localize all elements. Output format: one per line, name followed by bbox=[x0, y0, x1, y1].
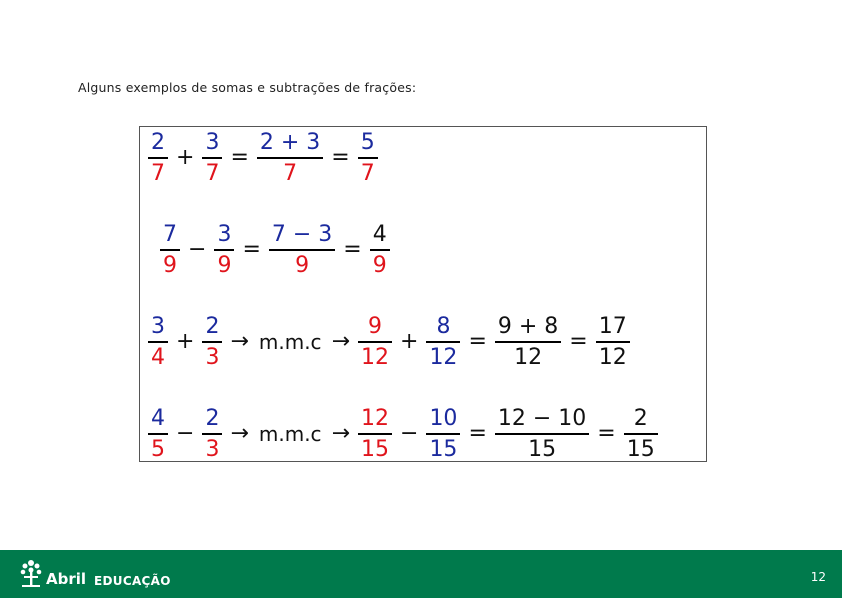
fraction: $\frac{2}{3}$ bbox=[202, 315, 222, 369]
minus-sign: − bbox=[188, 237, 207, 263]
abril-educacao-logo bbox=[20, 558, 171, 588]
fraction: $\frac{12 - 10}{15}$ bbox=[495, 407, 589, 461]
fraction: $\frac{2 + 3}{7}$ bbox=[257, 131, 323, 185]
fraction: $\frac{3}{7}$ bbox=[202, 131, 222, 185]
fraction: $\frac{7 - 3}{9}$ bbox=[269, 223, 335, 277]
fraction: $\frac{7}{9}$ bbox=[160, 223, 180, 277]
fractions-examples-panel bbox=[139, 126, 707, 462]
fraction: $\frac{3}{4}$ bbox=[148, 315, 168, 369]
equals-sign: = bbox=[331, 145, 350, 171]
example-row-4 bbox=[144, 407, 662, 461]
fraction: $\frac{9}{12}$ bbox=[358, 315, 392, 369]
equals-sign: = bbox=[230, 145, 249, 171]
fraction-result: $\frac{4}{9}$ bbox=[370, 223, 390, 277]
page-number: 12 bbox=[810, 570, 826, 584]
minus-sign: − bbox=[176, 421, 195, 447]
plus-sign: + bbox=[400, 329, 419, 355]
fraction-result: $\frac{2}{15}$ bbox=[624, 407, 658, 461]
tree-icon bbox=[20, 558, 42, 588]
fraction-result: $\frac{5}{7}$ bbox=[358, 131, 378, 185]
arrow-right-icon: → bbox=[331, 329, 350, 355]
fraction: $\frac{3}{9}$ bbox=[214, 223, 234, 277]
arrow-right-icon: → bbox=[230, 329, 249, 355]
equals-sign: = bbox=[468, 329, 487, 355]
example-row-1 bbox=[144, 131, 382, 185]
equals-sign: = bbox=[242, 237, 261, 263]
logo-subtitle: EDUCAÇÃO bbox=[94, 574, 171, 588]
logo-name: Abril bbox=[46, 570, 87, 588]
mmc-label: m.m.c bbox=[258, 421, 322, 446]
plus-sign: + bbox=[176, 329, 195, 355]
equals-sign: = bbox=[343, 237, 362, 263]
fraction: $\frac{2}{7}$ bbox=[148, 131, 168, 185]
example-row-2 bbox=[156, 223, 394, 277]
equals-sign: = bbox=[468, 421, 487, 447]
arrow-right-icon: → bbox=[331, 421, 350, 447]
equals-sign: = bbox=[597, 421, 616, 447]
fraction: $\frac{9 + 8}{12}$ bbox=[495, 315, 561, 369]
fraction: $\frac{8}{12}$ bbox=[426, 315, 460, 369]
fraction: $\frac{2}{3}$ bbox=[202, 407, 222, 461]
equals-sign: = bbox=[569, 329, 588, 355]
fraction: $\frac{12}{15}$ bbox=[358, 407, 392, 461]
intro-text: Alguns exemplos de somas e subtrações de frações: bbox=[78, 80, 417, 95]
arrow-right-icon: → bbox=[230, 421, 249, 447]
plus-sign: + bbox=[176, 145, 195, 171]
minus-sign: − bbox=[400, 421, 419, 447]
fraction: $\frac{10}{15}$ bbox=[426, 407, 460, 461]
mmc-label: m.m.c bbox=[258, 329, 322, 354]
footer-bar bbox=[0, 550, 842, 598]
fraction: $\frac{4}{5}$ bbox=[148, 407, 168, 461]
example-row-3 bbox=[144, 315, 634, 369]
fraction-result: $\frac{17}{12}$ bbox=[596, 315, 630, 369]
